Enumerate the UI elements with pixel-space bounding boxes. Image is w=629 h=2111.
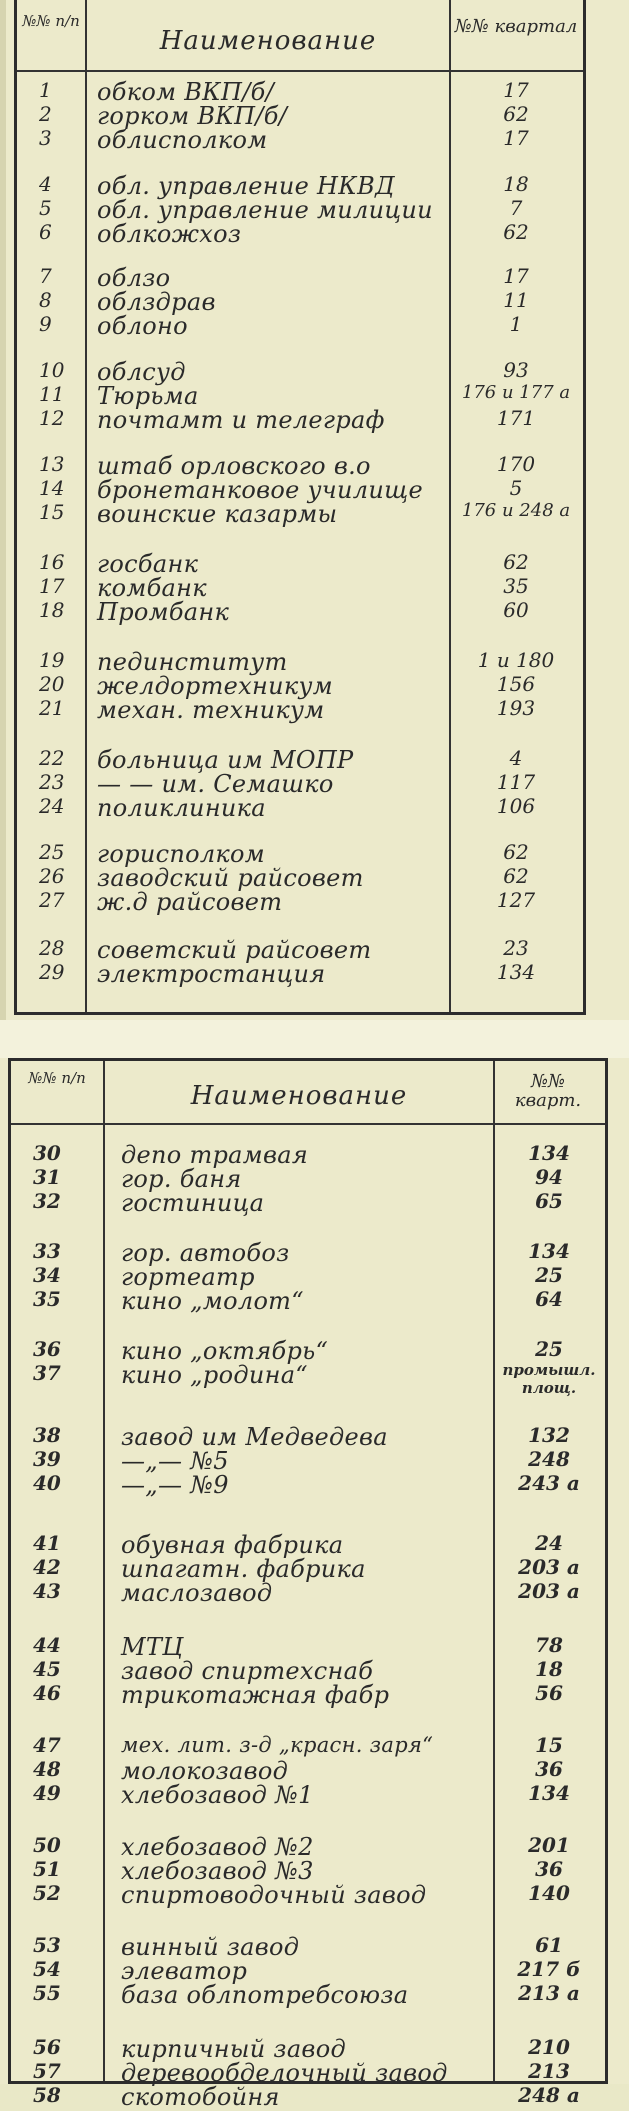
row-number: 47 [33,1733,61,1757]
row-name: обл. управление милиции [97,196,433,224]
row-quarter: 15 [535,1733,563,1757]
row-name: заводский райсовет [97,864,364,892]
row-number: 39 [33,1447,61,1471]
row-quarter: 217 б [517,1957,581,1981]
row-number: 33 [33,1239,61,1263]
table-2 [8,1058,608,2111]
row-name: поликлиника [97,794,266,822]
row-name: шпагатн. фабрика [121,1555,366,1583]
row-name: винный завод [121,1933,300,1961]
row-number: 9 [39,312,52,336]
row-name: кино „молот“ [121,1287,304,1315]
row-quarter: 1 [509,312,523,336]
row-quarter: 60 [503,598,529,622]
row-number: 2 [39,102,52,126]
row-quarter: 248 [528,1447,570,1471]
page-gap [0,1020,629,1058]
row-number: 20 [39,672,65,696]
row-name: облсуд [97,358,186,386]
row-quarter: 1 и 180 [477,648,555,672]
row-number: 40 [33,1471,61,1495]
row-number: 17 [39,574,65,598]
row-quarter: 213 а [518,1981,580,2005]
row-quarter: 62 [503,840,529,864]
table-1 [14,0,586,1015]
row-quarter: 117 [496,770,536,794]
row-number: 49 [33,1781,61,1805]
row-number: 34 [33,1263,61,1287]
row-quarter: 134 [528,1781,570,1805]
row-quarter: 11 [503,288,529,312]
row-name: элеватор [121,1957,248,1985]
row-name: советский райсовет [97,936,372,964]
row-number: 28 [39,936,65,960]
row-name: — — им. Семашко [97,770,334,798]
row-name: облоно [97,312,188,340]
row-name: горком ВКП/б/ [97,102,288,130]
row-quarter: 193 [496,696,536,720]
row-quarter: 64 [535,1287,563,1311]
row-quarter: 210 [528,2035,570,2059]
row-quarter: 25 [535,1337,563,1361]
row-quarter: 134 [528,1239,570,1263]
row-name: спиртоводочный завод [121,1881,427,1909]
row-quarter: 18 [535,1657,563,1681]
row-number: 29 [39,960,65,984]
row-quarter: 78 [535,1633,563,1657]
row-quarter: 201 [528,1833,570,1857]
row-number: 8 [39,288,52,312]
row-quarter: 18 [503,172,529,196]
row-quarter: 17 [503,264,529,288]
row-number: 45 [33,1657,61,1681]
header-quarter: №№ кварт. [514,1071,582,1111]
row-number: 31 [33,1165,61,1189]
row-number: 10 [39,358,65,382]
row-name: завод спиртехснаб [121,1657,374,1685]
header-quarter: №№ квартал [454,16,578,37]
row-number: 15 [39,500,65,524]
row-quarter: 36 [535,1757,563,1781]
row-number: 57 [33,2059,61,2083]
row-quarter: 17 [503,78,529,102]
row-number: 41 [33,1531,61,1555]
row-name: облздрав [97,288,216,316]
row-quarter: 62 [503,550,529,574]
row-name: кирпичный завод [121,2035,346,2063]
row-number: 48 [33,1757,61,1781]
row-name: воинские казармы [97,500,338,528]
row-quarter: 25 [535,1263,563,1287]
row-name: кино „октябрь“ [121,1337,329,1365]
row-number: 43 [33,1579,61,1603]
row-name: бронетанковое училище [97,476,423,504]
row-quarter: 106 [496,794,536,818]
row-number: 12 [39,406,65,430]
row-quarter: 213 [528,2059,570,2083]
row-name: механ. техникум [97,696,325,724]
header-divider [17,70,583,72]
row-number: 23 [39,770,65,794]
row-quarter: 61 [535,1933,563,1957]
row-quarter: 170 [496,452,536,476]
row-name: обком ВКП/б/ [97,78,274,106]
row-name: больница им МОПР [97,746,354,774]
document-sheet-1 [0,0,629,1020]
row-quarter: 132 [528,1423,570,1447]
row-quarter: 203 а [518,1579,580,1603]
header-num: №№ п/п [22,12,80,30]
row-number: 21 [39,696,65,720]
column-divider [449,0,451,1012]
row-quarter: 156 [496,672,536,696]
row-name: комбанк [97,574,207,602]
row-number: 52 [33,1881,61,1905]
row-quarter: 4 [509,746,523,770]
row-number: 22 [39,746,65,770]
row-number: 50 [33,1833,61,1857]
row-number: 27 [39,888,65,912]
row-name: гор. автобоз [121,1239,290,1267]
row-number: 7 [39,264,52,288]
row-number: 5 [39,196,52,220]
row-quarter: 56 [535,1681,563,1705]
row-name: скотобойня [121,2083,280,2111]
row-number: 55 [33,1981,61,2005]
row-name: обл. управление НКВД [97,172,395,200]
row-quarter: 127 [496,888,536,912]
row-number: 44 [33,1633,61,1657]
row-name: электростанция [97,960,326,988]
row-number: 38 [33,1423,61,1447]
header-name: Наименование [190,1081,408,1111]
row-name: хлебозавод №3 [121,1857,314,1885]
row-number: 56 [33,2035,61,2059]
row-number: 3 [39,126,52,150]
row-name: хлебозавод №1 [121,1781,314,1809]
header-name: Наименование [159,26,377,56]
row-quarter: 62 [503,864,529,888]
row-name: обувная фабрика [121,1531,344,1559]
row-name: деревообделочный завод [121,2059,448,2087]
row-quarter: 176 и 177 а [461,382,571,403]
row-number: 13 [39,452,65,476]
row-quarter: 36 [535,1857,563,1881]
row-name: ж.д райсовет [97,888,283,916]
row-name: мех. лит. з-д „красн. заря“ [121,1733,434,1757]
row-name: трикотажная фабр [121,1681,390,1709]
row-number: 14 [39,476,65,500]
row-quarter: 17 [503,126,529,150]
header-divider [11,1123,605,1125]
row-name: облкожхоз [97,220,242,248]
row-name: —„— №9 [121,1471,229,1499]
row-quarter: 93 [503,358,529,382]
row-number: 19 [39,648,65,672]
row-number: 36 [33,1337,61,1361]
row-name: Тюрьма [97,382,199,410]
row-number: 58 [33,2083,61,2107]
row-quarter: 62 [503,220,529,244]
row-number: 6 [39,220,52,244]
row-name: депо трамвая [121,1141,309,1169]
row-name: молокозавод [121,1757,289,1785]
row-number: 53 [33,1933,61,1957]
row-name: пединститут [97,648,288,676]
row-quarter: 140 [528,1881,570,1905]
row-number: 30 [33,1141,61,1165]
row-quarter: 5 [509,476,523,500]
row-number: 24 [39,794,65,818]
row-name: кино „родина“ [121,1361,308,1389]
row-name: почтамт и телеграф [97,406,385,434]
row-name: желдортехникум [97,672,333,700]
row-quarter: 62 [503,102,529,126]
row-number: 54 [33,1957,61,1981]
column-divider [85,0,87,1012]
row-name: горисполком [97,840,266,868]
row-name: Промбанк [97,598,230,626]
row-quarter: 35 [503,574,529,598]
row-number: 46 [33,1681,61,1705]
document-sheet-2 [0,1058,629,2111]
row-number: 42 [33,1555,61,1579]
header-num: №№ п/п [28,1069,86,1087]
row-name: МТЦ [121,1633,184,1661]
row-number: 32 [33,1189,61,1213]
row-quarter: 7 [509,196,523,220]
row-quarter: 203 а [518,1555,580,1579]
row-number: 18 [39,598,65,622]
row-number: 16 [39,550,65,574]
row-name: облисполком [97,126,268,154]
row-number: 51 [33,1857,61,1881]
row-name: база облпотребсоюза [121,1981,409,2009]
row-quarter: 134 [528,1141,570,1165]
row-name: завод им Медведева [121,1423,388,1451]
row-quarter: 94 [535,1165,563,1189]
paper-edge [0,0,6,1020]
row-number: 1 [39,78,52,102]
row-quarter: 243 а [518,1471,580,1495]
row-name: госбанк [97,550,199,578]
row-name: —„— №5 [121,1447,229,1475]
row-number: 26 [39,864,65,888]
row-quarter: промышл. площ. [502,1361,596,1397]
row-name: облзо [97,264,171,292]
row-number: 25 [39,840,65,864]
row-name: маслозавод [121,1579,273,1607]
row-quarter: 248 а [518,2083,580,2107]
row-number: 4 [39,172,52,196]
row-name: гортеатр [121,1263,255,1291]
column-divider [493,1061,495,2081]
row-name: штаб орловского в.о [97,452,371,480]
row-quarter: 24 [535,1531,563,1555]
row-quarter: 65 [535,1189,563,1213]
row-name: гор. баня [121,1165,242,1193]
row-name: хлебозавод №2 [121,1833,314,1861]
row-quarter: 176 и 248 а [461,500,571,521]
row-quarter: 171 [496,406,536,430]
row-number: 37 [33,1361,61,1385]
row-quarter: 23 [503,936,529,960]
row-number: 11 [39,382,65,406]
row-quarter: 134 [496,960,536,984]
row-name: гостиница [121,1189,265,1217]
row-number: 35 [33,1287,61,1311]
column-divider [103,1061,105,2081]
